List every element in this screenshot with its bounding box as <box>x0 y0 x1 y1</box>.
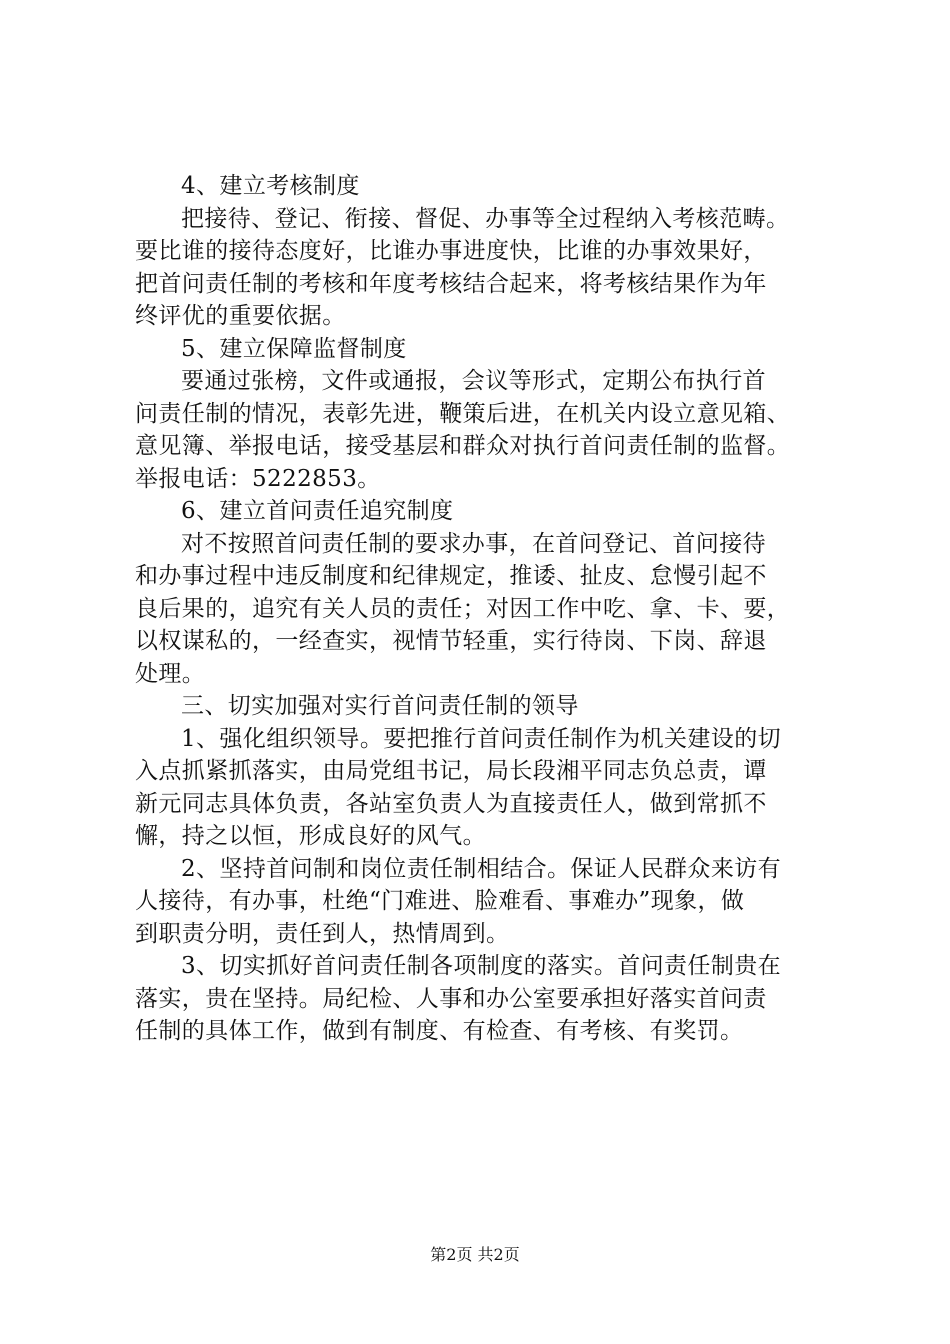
paragraph-line: 要比谁的接待态度好，比谁办事进度快，比谁的办事效果好， <box>135 238 767 264</box>
paragraph-line: 意见簿、举报电话，接受基层和群众对执行首问责任制的监督。 <box>135 433 791 459</box>
paragraph-line: 4、建立考核制度 <box>181 173 360 199</box>
paragraph-line: 5、建立保障监督制度 <box>181 335 407 362</box>
paragraph-line: 懈，持之以恒，形成良好的风气。 <box>135 823 486 849</box>
paragraph-line: 问责任制的情况，表彰先进，鞭策后进，在机关内设立意见箱、 <box>135 400 791 427</box>
paragraph-line: 终评优的重要依据。 <box>135 303 346 329</box>
paragraph-line: 落实，贵在坚持。局纪检、人事和办公室要承担好落实首问责 <box>135 985 767 1012</box>
paragraph-line: 新元同志具体负责，各站室负责人为直接责任人，做到常抓不 <box>135 790 767 817</box>
paragraph-line: 和办事过程中违反制度和纪律规定，推诿、扯皮、怠慢引起不 <box>135 563 767 589</box>
page-footer <box>0 1244 950 1266</box>
paragraph-line: 到职责分明，责任到人，热情周到。 <box>135 920 510 947</box>
paragraph-line: 以权谋私的，一经查实，视情节轻重，实行待岗、下岗、辞退 <box>135 628 767 654</box>
paragraph-line: 处理。 <box>135 660 206 687</box>
page-number: 第2页 共2页 <box>430 1245 520 1264</box>
paragraph-line: 良后果的，追究有关人员的责任；对因工作中吃、拿、卡、要， <box>135 595 791 622</box>
paragraph-line: 把首问责任制的考核和年度考核结合起来，将考核结果作为年 <box>135 270 767 297</box>
document-body <box>135 170 835 1048</box>
paragraph-line: 3、切实抓好首问责任制各项制度的落实。首问责任制贵在 <box>181 953 782 979</box>
paragraph-line: 6、建立首问责任追究制度 <box>181 498 454 524</box>
paragraph-line: 人接待，有办事，杜绝“门难进、脸难看、事难办”现象，做 <box>135 888 745 914</box>
paragraph-line: 举报电话：5222853。 <box>135 465 381 492</box>
paragraph-line: 把接待、登记、衔接、督促、办事等全过程纳入考核范畴。 <box>181 205 790 232</box>
paragraph-line: 入点抓紧抓落实，由局党组书记，局长段湘平同志负总责，谭 <box>135 758 767 784</box>
section-heading: 三、切实加强对实行首问责任制的领导 <box>181 693 579 719</box>
paragraph-line: 2、坚持首问制和岗位责任制相结合。保证人民群众来访有 <box>181 855 782 882</box>
paragraph-line: 要通过张榜，文件或通报，会议等形式，定期公布执行首 <box>181 368 766 394</box>
paragraph-line: 任制的具体工作，做到有制度、有检查、有考核、有奖罚。 <box>135 1018 744 1044</box>
paragraph-line: 对不按照首问责任制的要求办事，在首问登记、首问接待 <box>181 530 766 557</box>
paragraph-line: 1、强化组织领导。要把推行首问责任制作为机关建设的切 <box>181 725 782 752</box>
